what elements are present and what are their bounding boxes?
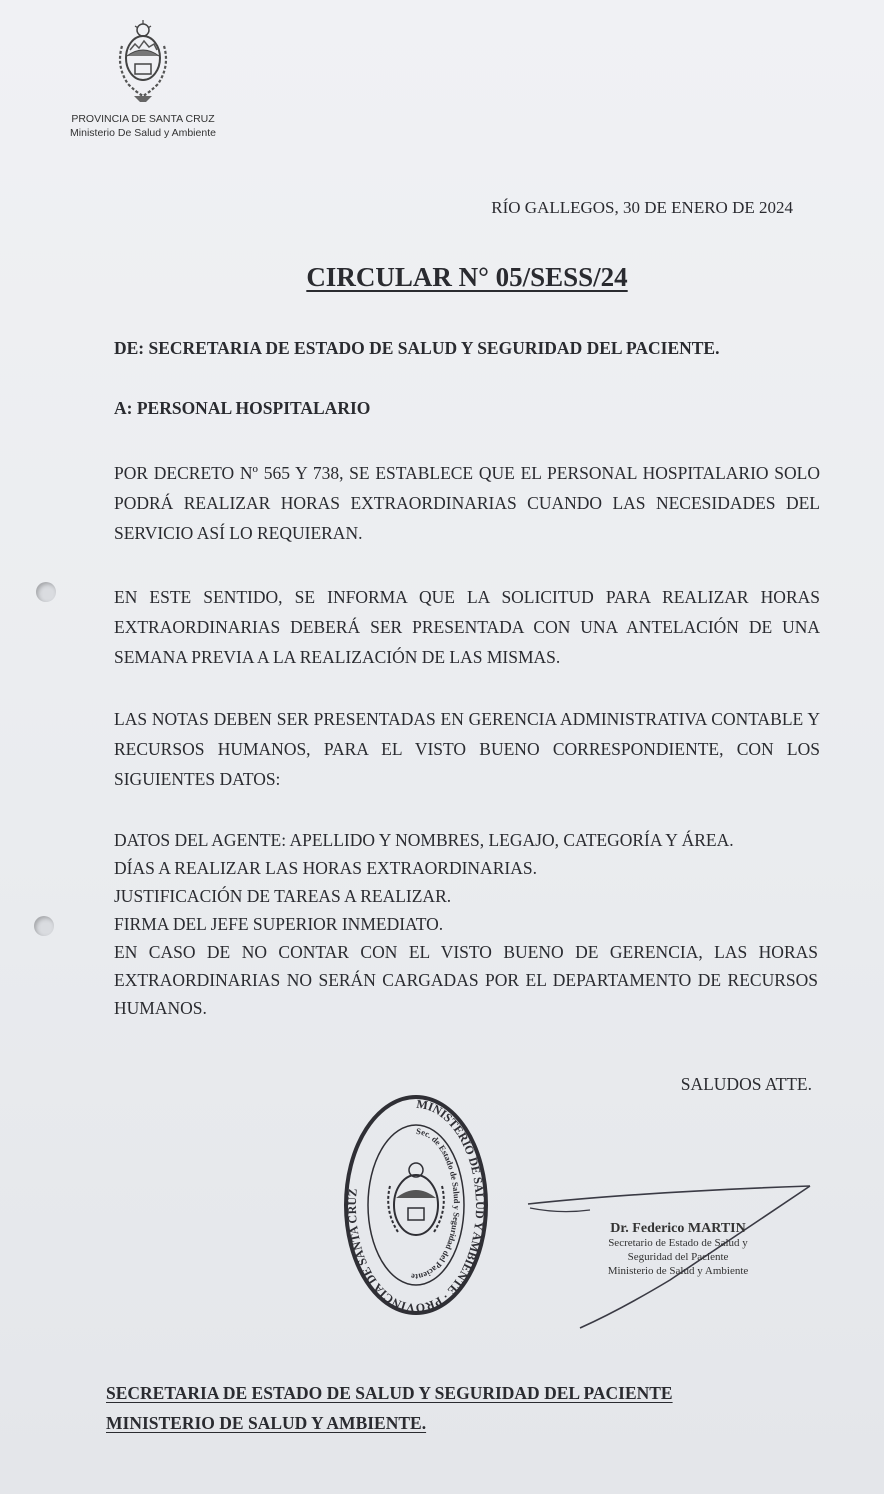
footer-secretariat: SECRETARIA DE ESTADO DE SALUD Y SEGURIDAD DEL PACIENTE	[106, 1383, 673, 1403]
signer-title-line: Secretario de Estado de Salud y	[608, 1237, 748, 1249]
closing-salutation: SALUDOS ATTE.	[680, 1074, 812, 1094]
coat-of-arms-icon	[108, 16, 178, 104]
seal-inner-text: Sec. de Estado de Salud y Seguridad del Paciente	[410, 1125, 462, 1283]
circular-title: CIRCULAR N° 05/SESS/24	[306, 262, 628, 292]
signer-title-line: Ministerio de Salud y Ambiente	[607, 1265, 749, 1277]
paragraph-notes: LAS NOTAS DEBEN SER PRESENTADAS EN GERENCIA ADMINISTRATIVA CONTABLE Y RECURSOS HUMANOS, PARA EL VISTO BUENO CORRESPONDIENTE, CON LOS SIGUIENTES DATOS:	[114, 709, 820, 789]
paragraph-decree: POR DECRETO Nº 565 Y 738, SE ESTABLECE QUE EL PERSONAL HOSPITALARIO SOLO PODRÁ REALIZAR HORAS EXTRAORDINARIAS CUANDO LAS NECESIDADES DEL SERVICIO ASÍ LO REQUIERAN.	[114, 463, 820, 543]
list-item: DÍAS A REALIZAR LAS HORAS EXTRAORDINARIAS.	[114, 858, 537, 878]
list-item: FIRMA DEL JEFE SUPERIOR INMEDIATO.	[114, 914, 444, 934]
sender-line: DE: SECRETARIA DE ESTADO DE SALUD Y SEGURIDAD DEL PACIENTE.	[114, 338, 720, 358]
list-item: DATOS DEL AGENTE: APELLIDO Y NOMBRES, LEGAJO, CATEGORÍA Y ÁREA.	[114, 830, 734, 850]
signer-title-line: Seguridad del Paciente	[627, 1251, 729, 1263]
document-date: RÍO GALLEGOS, 30 DE ENERO DE 2024	[491, 198, 793, 217]
ministry-seal-stamp	[340, 1090, 492, 1320]
header-ministry: Ministerio De Salud y Ambiente	[70, 127, 216, 139]
list-item: EN CASO DE NO CONTAR CON EL VISTO BUENO DE GERENCIA, LAS HORAS EXTRAORDINARIAS NO SERÁN CARGADAS POR EL DEPARTAMENTO DE RECURSOS HUMANOS.	[114, 942, 818, 1018]
footer-block	[106, 1378, 673, 1438]
footer-ministry: MINISTERIO DE SALUD Y AMBIENTE.	[106, 1413, 427, 1433]
seal-outer-text: MINISTERIO DE SALUD Y AMBIENTE · PROVINCIA DE SANTA CRUZ	[344, 1096, 487, 1316]
list-item: JUSTIFICACIÓN DE TAREAS A REALIZAR.	[114, 886, 452, 906]
paragraph-request: EN ESTE SENTIDO, SE INFORMA QUE LA SOLICITUD PARA REALIZAR HORAS EXTRAORDINARIAS DEBERÁ SER PRESENTADA CON UNA ANTELACIÓN DE UNA SEMANA PREVIA A LA REALIZACIÓN DE LAS MISMAS.	[114, 587, 820, 667]
recipient-line: A: PERSONAL HOSPITALARIO	[114, 398, 371, 418]
header-institution	[40, 112, 246, 140]
signer-name: Dr. Federico MARTIN	[610, 1221, 746, 1236]
punch-hole	[36, 582, 56, 602]
punch-hole	[34, 916, 54, 936]
requirements-list	[114, 826, 818, 1022]
signer-block	[580, 1222, 776, 1278]
header-province: PROVINCIA DE SANTA CRUZ	[71, 113, 215, 125]
svg-text:Sec. de Estado de Salud y Segu	[410, 1126, 462, 1282]
